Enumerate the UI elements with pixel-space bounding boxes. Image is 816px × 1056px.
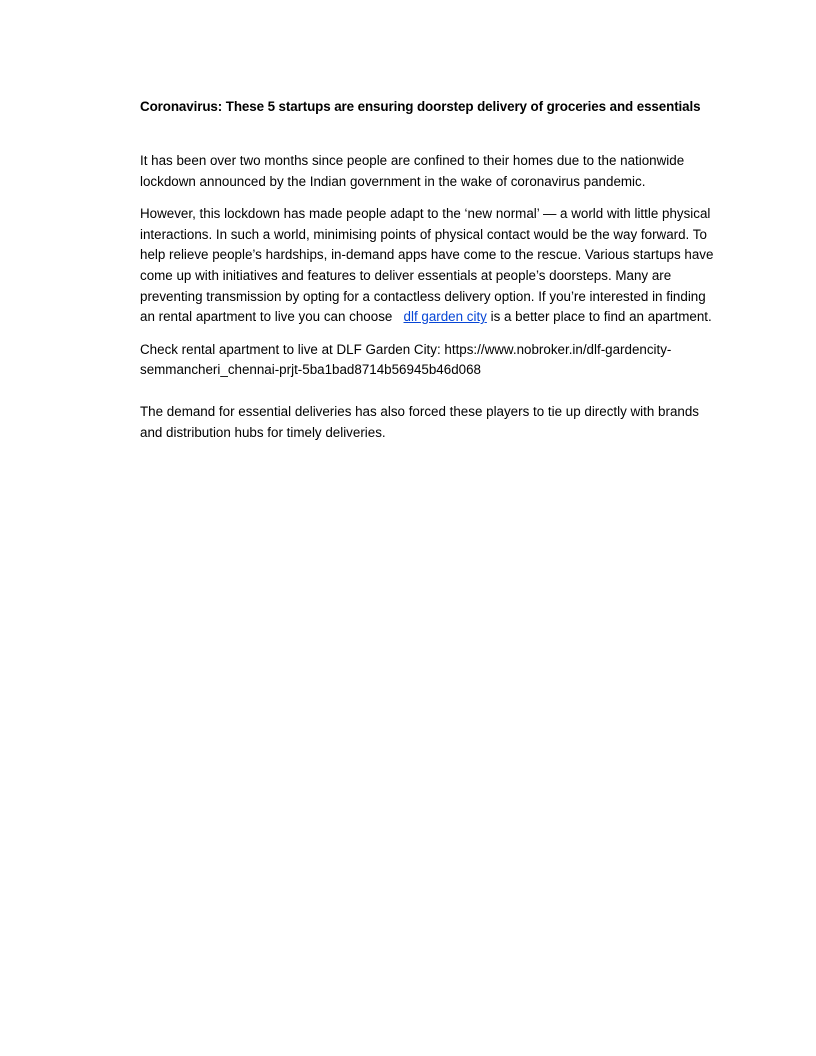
- paragraph-new-normal-tail: is a better place to find an apartment.: [490, 309, 712, 325]
- document-title: Coronavirus: These 5 startups are ensuring doorstep delivery of groceries and essentials: [140, 99, 701, 114]
- paragraph-new-normal: [140, 204, 718, 328]
- paragraph-lockdown-intro: It has been over two months since people are confined to their homes due to the nationwide lockdown announced by the Indian government in the wake of coronavirus pandemic.: [140, 153, 685, 189]
- paragraph-rental-url: Check rental apartment to live at DLF Garden City: https://www.nobroker.in/dlf-gardencity-semmancheri_chennai-prjt-5ba1bad8714b56945b46d068: [140, 341, 672, 378]
- dlf-garden-city-link[interactable]: dlf garden city: [403, 309, 487, 325]
- document-body: [140, 97, 718, 443]
- paragraph-new-normal-text: However, this lockdown has made people adapt to the ‘new normal’ — a world with little physical interactions. In such a world, minimising points of physical contact would be the way forward. To help relieve people’s hardships, in-demand apps have come to the rescue. Various startups have come up with initiatives and features to deliver essentials at people’s doorsteps. Many are preventing transmission by opting for a contactless delivery option. If you’re interested in finding an rental apartment to live you can choose: [140, 206, 714, 325]
- paragraph-essential-deliveries: The demand for essential deliveries has also forced these players to tie up directly with brands and distribution hubs for timely deliveries.: [140, 403, 699, 440]
